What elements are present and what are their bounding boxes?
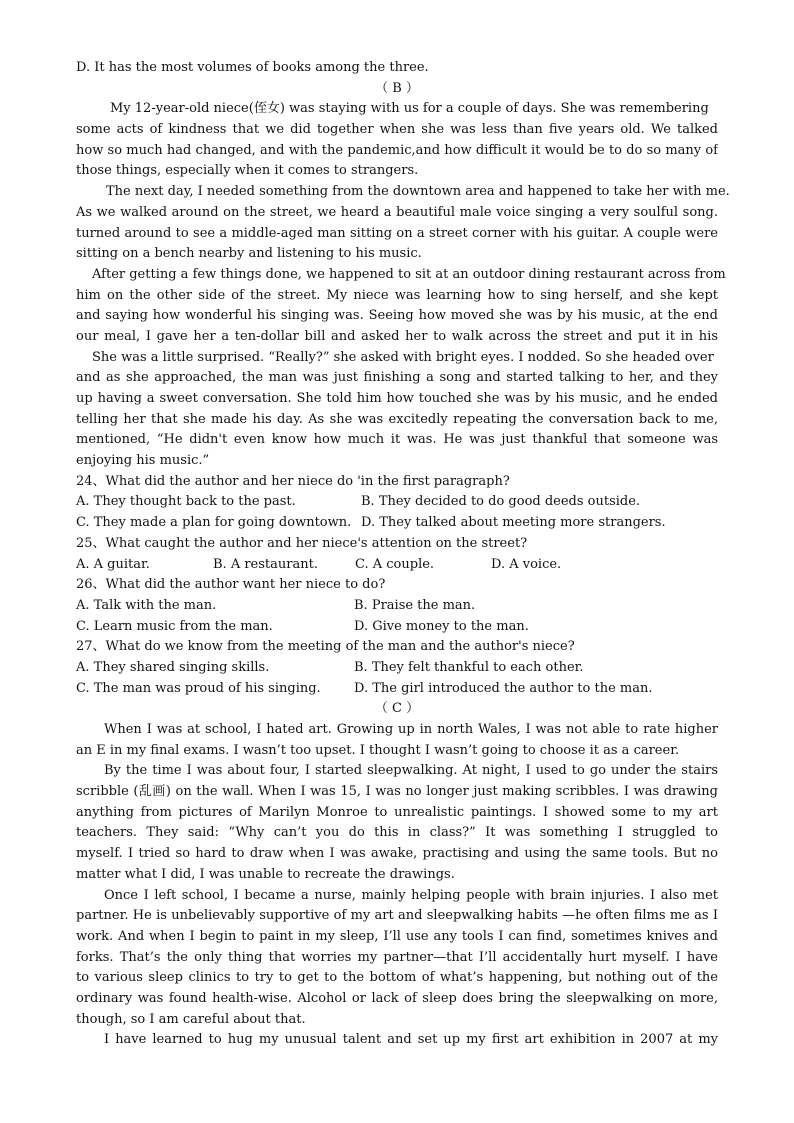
passage-b-line: After getting a few things done, we happened to sit at an outdoor dining restaurant across from	[92, 266, 726, 282]
q27-option-c[interactable]: C. The man was proud of his singing.	[76, 680, 321, 696]
q24-option-b[interactable]: B. They decided to do good deeds outside.	[361, 494, 641, 510]
passage-b-line: mentioned, “He didn't even know how much it was. He was just thankful that someone was	[76, 432, 718, 448]
passage-b	[76, 58, 730, 492]
q24-option-c[interactable]: C. They made a plan for going downtown.	[76, 515, 352, 531]
q26-option-b[interactable]: B. Praise the man.	[354, 597, 476, 613]
passage-b-line: She was a little surprised. “Really?” she asked with bright eyes. I nodded. So she headed over	[92, 349, 714, 365]
passage-c-line: anything from pictures of Marilyn Monroe to unrealistic paintings. I showed some to my art	[76, 804, 718, 820]
q24-options-row1	[76, 492, 718, 513]
passage-c-line: an E in my final exams. I wasn’t too upset. I thought I wasn’t going to choose it as a career.	[76, 742, 680, 758]
passage-c-line: forks. That’s the only thing that worries my partner—that I’ll accidentally hurt myself. I have	[76, 949, 718, 965]
passage-c-line: though, so I am careful about that.	[76, 1011, 306, 1027]
q24-option-a[interactable]: A. They thought back to the past.	[76, 494, 296, 510]
passage-c-line: scribble (乱画) on the wall. When I was 15, I was no longer just making scribbles. I was drawing	[76, 784, 718, 800]
passage-c-line: By the time I was about four, I started sleepwalking. At night, I used to go under the stairs	[104, 763, 718, 779]
q27-stem: 27、What do we know from the meeting of the man and the author's niece?	[76, 639, 575, 655]
q27-option-a[interactable]: A. They shared singing skills.	[76, 659, 270, 675]
passage-b-line: those things, especially when it comes to strangers.	[76, 163, 419, 179]
passage-b-line: some acts of kindness that we did together when she was less than five years old. We talked	[76, 122, 718, 138]
passage-c	[76, 720, 718, 1051]
q25-option-d[interactable]: D. A voice.	[491, 556, 562, 572]
passage-b-line: My 12-year-old niece(侄女) was staying with us for a couple of days. She was remembering	[110, 101, 709, 117]
passage-b-line: 24、What did the author and her niece do 'in the first paragraph?	[76, 473, 510, 489]
q26-stem: 26、What did the author want her niece to do?	[76, 577, 386, 593]
q27-options-row2	[76, 679, 718, 700]
q27-option-d[interactable]: D. The girl introduced the author to the man.	[354, 680, 653, 696]
passage-b-line: D. It has the most volumes of books among the three.	[76, 60, 429, 75]
q25-option-b[interactable]: B. A restaurant.	[213, 556, 318, 572]
q25-options	[76, 555, 718, 576]
q25-option-a[interactable]: A. A guitar.	[76, 556, 150, 572]
passage-c-line: I have learned to hug my unusual talent and set up my first art exhibition in 2007 at my	[104, 1032, 718, 1048]
passage-c-line: matter what I did, I was unable to recreate the drawings.	[76, 866, 455, 882]
passage-b-line: enjoying his music.”	[76, 453, 210, 469]
passage-b-line: As we walked around on the street, we heard a beautiful male voice singing a very soulful song.	[76, 204, 718, 220]
q26-option-a[interactable]: A. Talk with the man.	[76, 597, 217, 613]
section-c-heading: （ C ）	[374, 701, 420, 717]
passage-b-line: up having a sweet conversation. She told him how touched she was by his music, and he ended	[76, 391, 718, 406]
q27-option-b[interactable]: B. They felt thankful to each other.	[354, 659, 584, 675]
passage-b-line: our meal, I gave her a ten-dollar bill and asked her to walk across the street and put it in his	[76, 328, 718, 344]
q26-options-row2	[76, 617, 718, 638]
passage-b-line: turned around to see a middle-aged man sitting on a street corner with his guitar. A couple were	[76, 225, 718, 241]
passage-c-line: teachers. They said: “Why can’t you do this in class?” It was something I struggled to	[76, 825, 718, 841]
passage-c-line: myself. I tried so hard to draw when I was awake, practising and using the same tools. But no	[76, 846, 718, 862]
q25-option-c[interactable]: C. A couple.	[355, 556, 435, 572]
passage-c-line: ordinary was found health-wise. Alcohol or lack of sleep does bring the sleepwalking on more,	[76, 990, 718, 1006]
passage-b-line: him on the other side of the street. My niece was learning how to sing herself, and she kept	[76, 287, 718, 303]
passage-b-line: The next day, I needed something from the downtown area and happened to take her with me.	[106, 184, 730, 200]
passage-c-line: Once I left school, I became a nurse, mainly helping people with brain injuries. I also met	[104, 887, 718, 903]
q26-option-d[interactable]: D. Give money to the man.	[354, 618, 529, 634]
passage-b-line: and as she approached, the man was just finishing a song and started talking to her, and they	[76, 370, 718, 386]
q27-options-row1	[76, 658, 718, 679]
q26-option-c[interactable]: C. Learn music from the man.	[76, 618, 273, 634]
passage-b-line: how so much had changed, and with the pandemic,and how difficult it would be to do so many of	[76, 142, 718, 158]
q24-option-d[interactable]: D. They talked about meeting more strangers.	[361, 515, 666, 531]
q25-stem: 25、What caught the author and her niece's attention on the street?	[76, 535, 528, 551]
passage-b-line: telling her that she made his day. As she was excitedly repeating the conversation back to me,	[76, 411, 718, 427]
passage-c-line: work. And when I begin to paint in my sleep, I’ll use any tools I can find, sometimes knives and	[76, 928, 718, 944]
passage-b-line: sitting on a bench nearby and listening to his music.	[76, 246, 422, 262]
passage-b-line: and saying how wonderful his singing was. Seeing how moved she was by his music, at the end	[76, 308, 718, 324]
passage-c-line: to various sleep clinics to try to get to the bottom of what’s happening, but nothing out of the	[76, 970, 718, 986]
exam-page	[76, 58, 730, 1051]
passage-c-line: partner. He is unbelievably supportive of my art and sleepwalking habits —he often films me as I	[76, 908, 718, 924]
q26-options-row1	[76, 596, 718, 617]
q24-options-row2	[76, 513, 718, 534]
passage-b-line: （ B ）	[375, 80, 419, 96]
passage-c-line: When I was at school, I hated art. Growing up in north Wales, I was not able to rate higher	[104, 722, 718, 737]
